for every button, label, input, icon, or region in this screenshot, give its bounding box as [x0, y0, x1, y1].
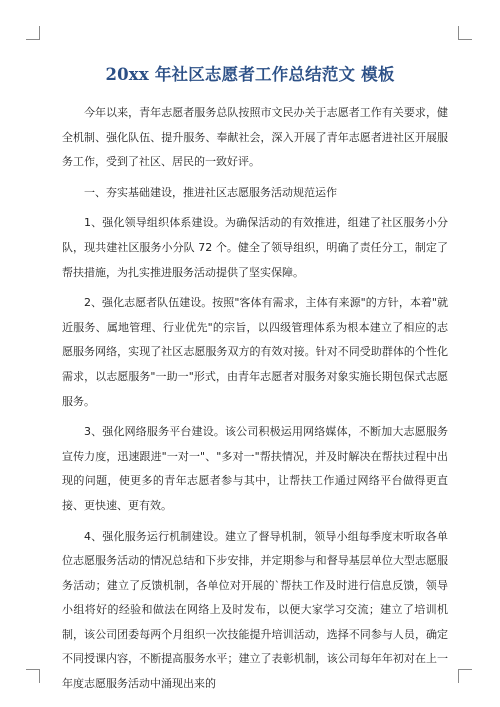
paragraph-item-1: 1、强化领导组织体系建设。为确保活动的有效推进，组建了社区服务小分队，现共建社区服务小分队 72 个。健全了领导组织，明确了责任分工，制定了帮扶措施，为扎实推进服务活动提供了坚实保障。: [62, 216, 448, 279]
paragraph-item-4: 4、强化服务运行机制建设。建立了督导机制，领导小组每季度末听取各单位志愿服务活动的情况总结和下步安排，并定期参与和督导基层单位大型志愿服务活动；建立了反馈机制，各单位对开展的`帮扶工作及时进行信息反馈，领导小组将好的经验和做法在网络上及时发布，以便大家学习交流；建立了培训机制，该公司团委每两个月组织一次技能提升培训活动，选择不同参与人员，确定不同授课内容，不断提高服务水平；建立了表彰机制，该公司每年年初对在上一年度志愿服务活动中涌现出来的: [62, 529, 448, 691]
paragraph-item-2: 2、强化志愿者队伍建设。按照"客体有需求，主体有来源"的方针，本着"就近服务、属地管理、行业优先"的宗旨，以四级管理体系为根本建立了相应的志愿服务网络，实现了社区志愿服务双方的有效对接。针对不同受助群体的个性化需求，以志愿服务"一助一"形式，由青年志愿者对服务对象实施长期包保式志愿服务。: [62, 296, 448, 408]
section-heading-1: 一、夯实基础建设，推进社区志愿服务活动规范运作: [84, 185, 337, 199]
crop-mark-bottom-right: [458, 669, 472, 683]
paragraph-intro: 今年以来，青年志愿者服务总队按照市文民办关于志愿者工作有关要求，健全机制、强化队伍、提升服务、奉献社会，深入开展了青年志愿者进社区开展服务工作，受到了社区、居民的一致好评。: [62, 106, 448, 169]
crop-mark-top-right: [458, 26, 472, 40]
document-body: [62, 101, 448, 703]
paragraph-item-3: 3、强化网络服务平台建设。该公司积极运用网络媒体，不断加大志愿服务宣传力度，迅速跟进"一对一"、"多对一"帮扶情况，并及时解决在帮扶过程中出现的问题，使更多的青年志愿者参与其中，让帮扶工作通过网络平台做得更直接、更快速、更有效。: [62, 425, 448, 512]
crop-mark-bottom-left: [26, 669, 40, 683]
document-title: 20xx 年社区志愿者工作总结范文 模板: [105, 65, 395, 84]
crop-mark-top-left: [26, 26, 40, 40]
